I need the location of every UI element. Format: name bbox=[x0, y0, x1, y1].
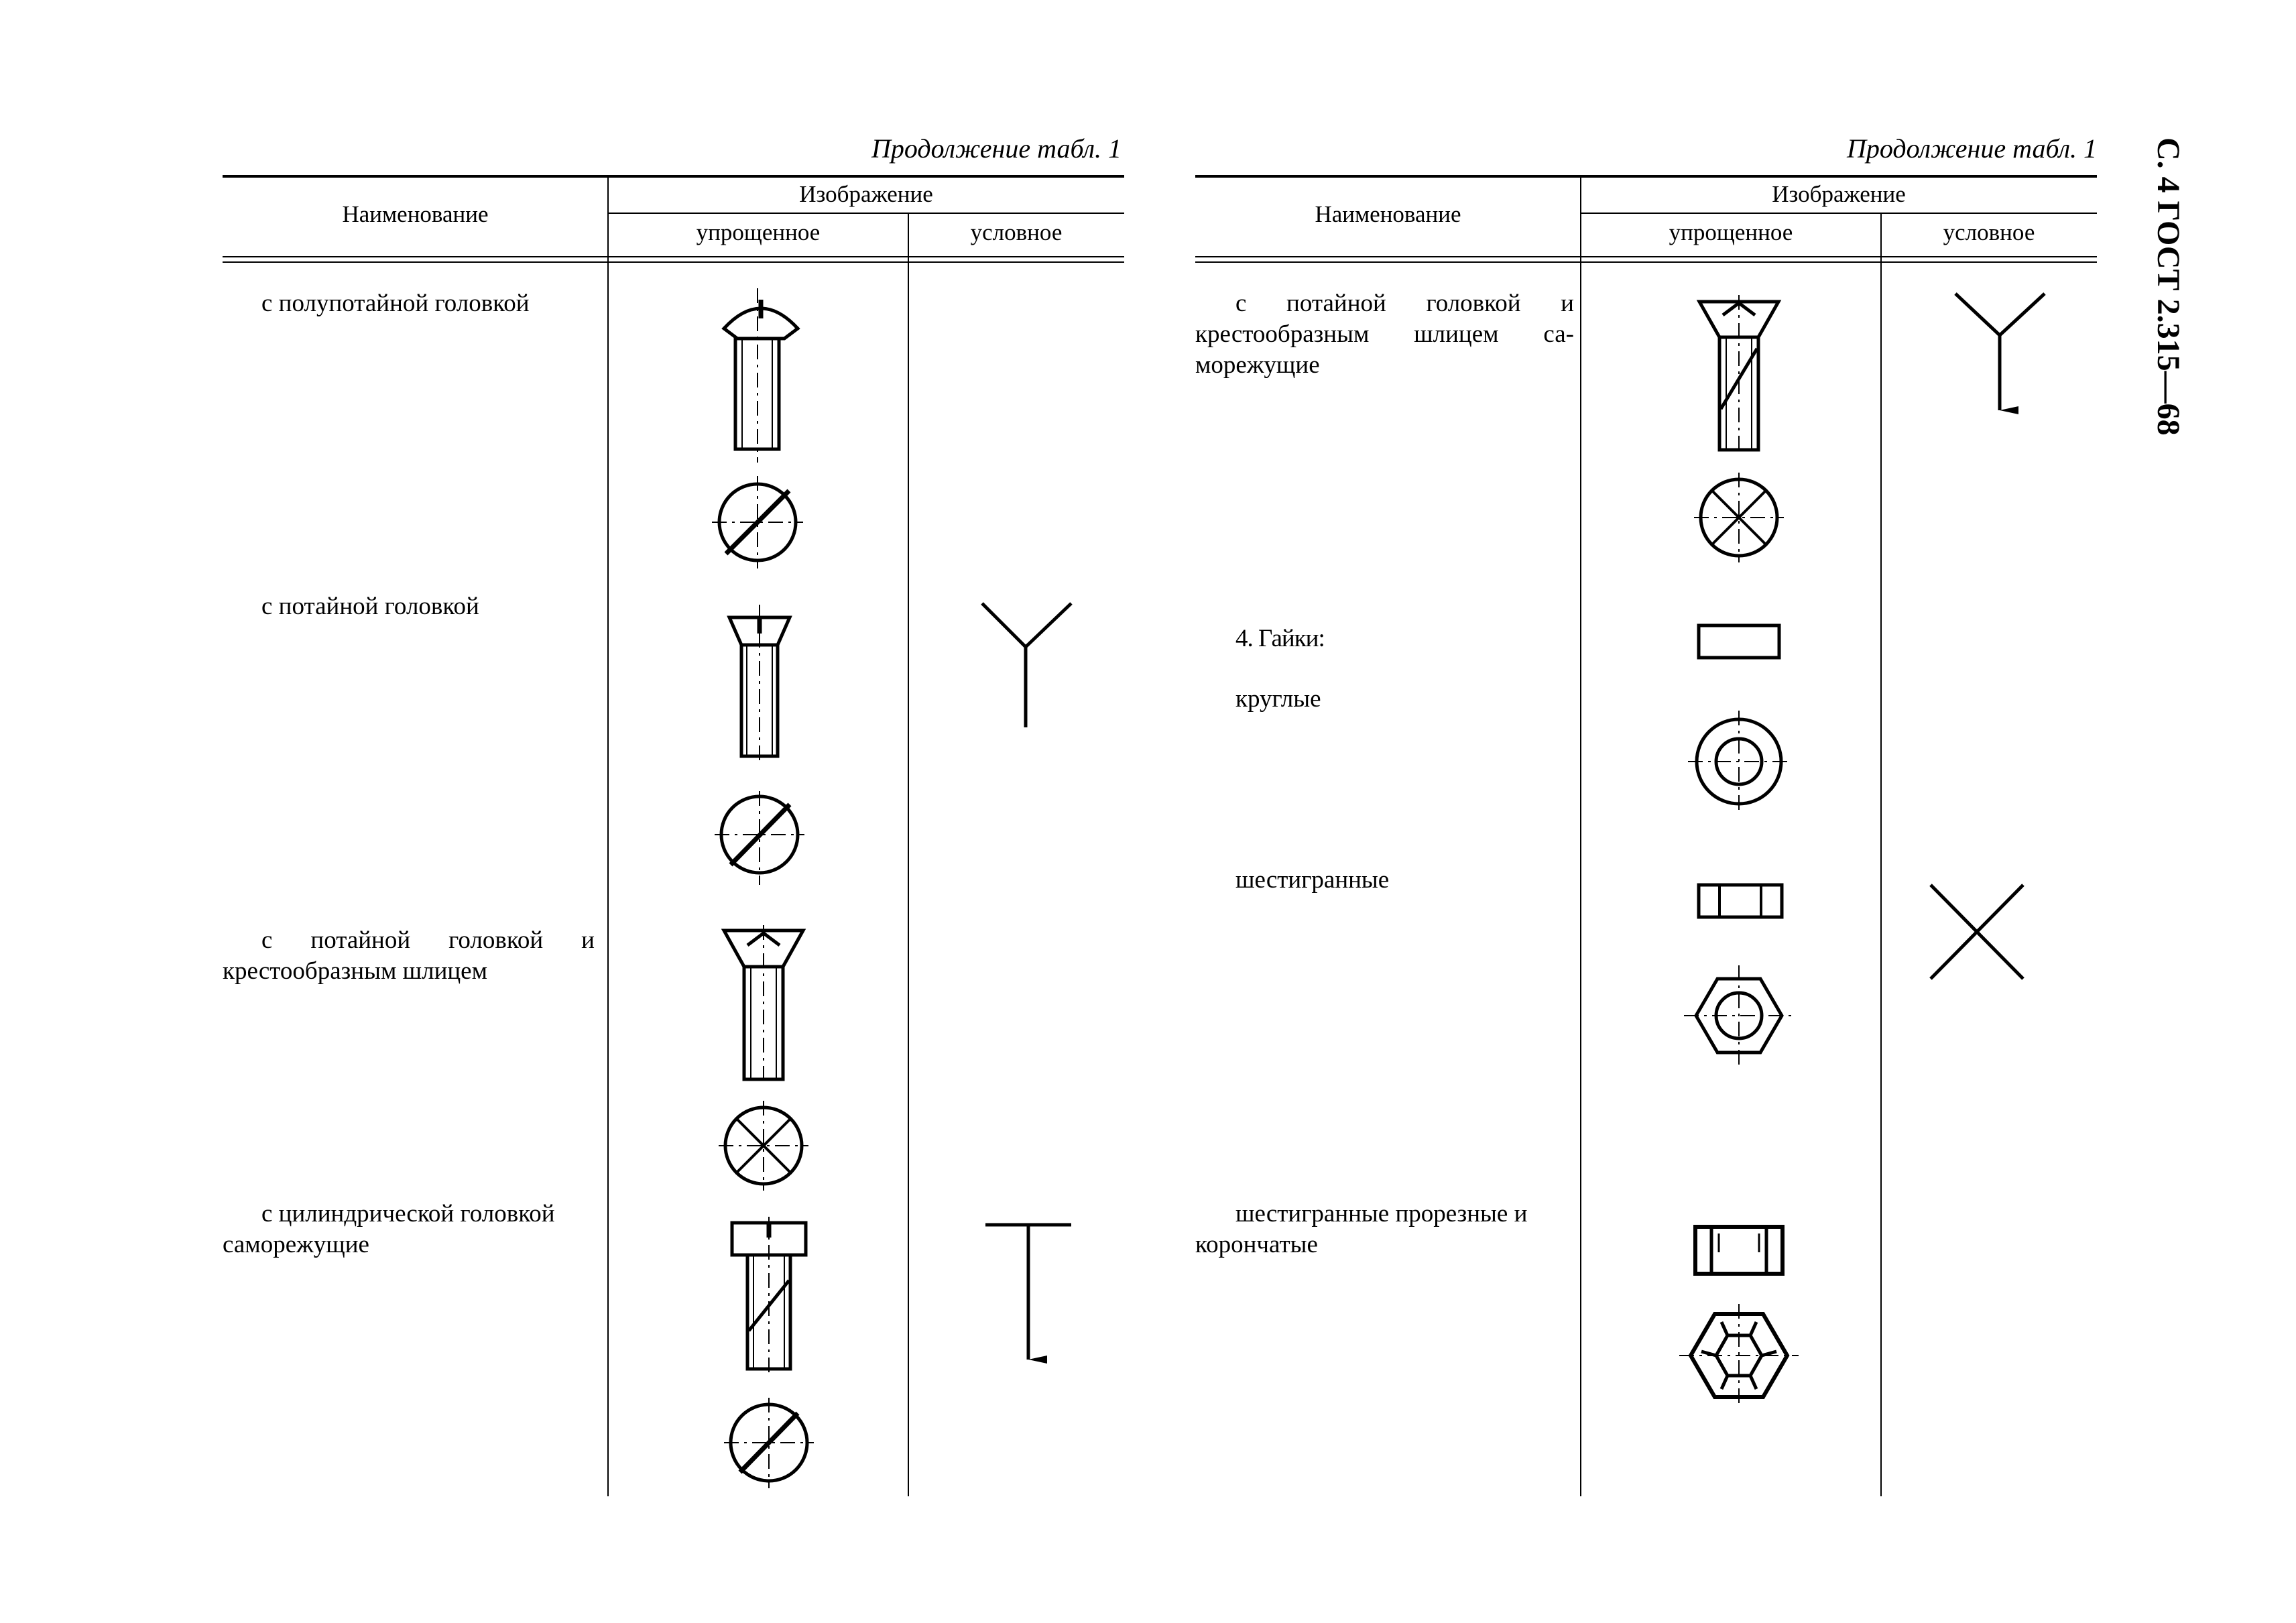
continuation-label-right: Продолжение табл. 1 bbox=[1847, 133, 2098, 164]
continuation-label-left: Продолжение табл. 1 bbox=[871, 133, 1122, 164]
row-name: с цилиндрической головкой bbox=[261, 1200, 555, 1227]
header-image-right: Изображение bbox=[1772, 181, 1906, 207]
y-symbol-icon bbox=[1955, 294, 2045, 410]
left-table-grid bbox=[223, 176, 1124, 1496]
row-name: шестигранные bbox=[1235, 866, 1390, 894]
t-arrow-symbol-icon bbox=[985, 1225, 1071, 1360]
row-name-cont: крестообразным шлицем bbox=[223, 957, 488, 985]
header-name-right: Наименование bbox=[1315, 201, 1461, 227]
cross-recess-screw-icon bbox=[724, 925, 803, 1083]
row-name: с потайной головкой и bbox=[261, 926, 595, 954]
y-symbol-icon bbox=[982, 603, 1071, 727]
row-name: шестигранные прорезные и bbox=[1235, 1200, 1528, 1227]
header-name-left: Наименование bbox=[342, 201, 489, 227]
countersunk-half-head-screw-icon bbox=[724, 288, 798, 463]
cylinder-head-self-tapping-screw-icon bbox=[732, 1217, 806, 1374]
row-name: круглые bbox=[1235, 685, 1321, 713]
hex-nut-icon bbox=[1684, 885, 1794, 1066]
row-name: с полупотайной головкой bbox=[261, 290, 530, 317]
header-conventional-right: условное bbox=[1943, 219, 2035, 245]
slotted-head-plan-icon bbox=[715, 791, 804, 885]
cross-recess-plan-icon bbox=[1694, 473, 1784, 562]
header-conventional-left: условное bbox=[970, 219, 1063, 245]
slotted-head-plan-icon bbox=[724, 1398, 814, 1488]
right-table-grid bbox=[1195, 176, 2097, 1496]
page-label: С. 4 ГОСТ 2.315—68 bbox=[2151, 137, 2186, 436]
round-nut-icon bbox=[1688, 625, 1790, 813]
row-name: с потайной головкой и крестообразным шлицем са- морежущие bbox=[1195, 290, 1574, 379]
castle-nut-icon bbox=[1679, 1227, 1799, 1408]
row-name: с потайной головкой bbox=[261, 593, 479, 620]
section-title: 4. Гайки: bbox=[1235, 625, 1325, 652]
header-simplified-right: упрощенное bbox=[1669, 219, 1793, 245]
countersunk-head-screw-icon bbox=[729, 605, 790, 764]
header-image-left: Изображение bbox=[799, 181, 933, 207]
row-name-cont: корончатые bbox=[1195, 1231, 1318, 1258]
header-simplified-left: упрощенное bbox=[696, 219, 821, 245]
x-symbol-icon bbox=[1931, 885, 2023, 979]
cross-recess-plan-icon bbox=[719, 1101, 808, 1191]
cross-recess-screw-icon bbox=[1699, 295, 1778, 456]
row-name-cont: саморежущие bbox=[223, 1231, 369, 1258]
slotted-head-plan-icon bbox=[712, 476, 803, 568]
